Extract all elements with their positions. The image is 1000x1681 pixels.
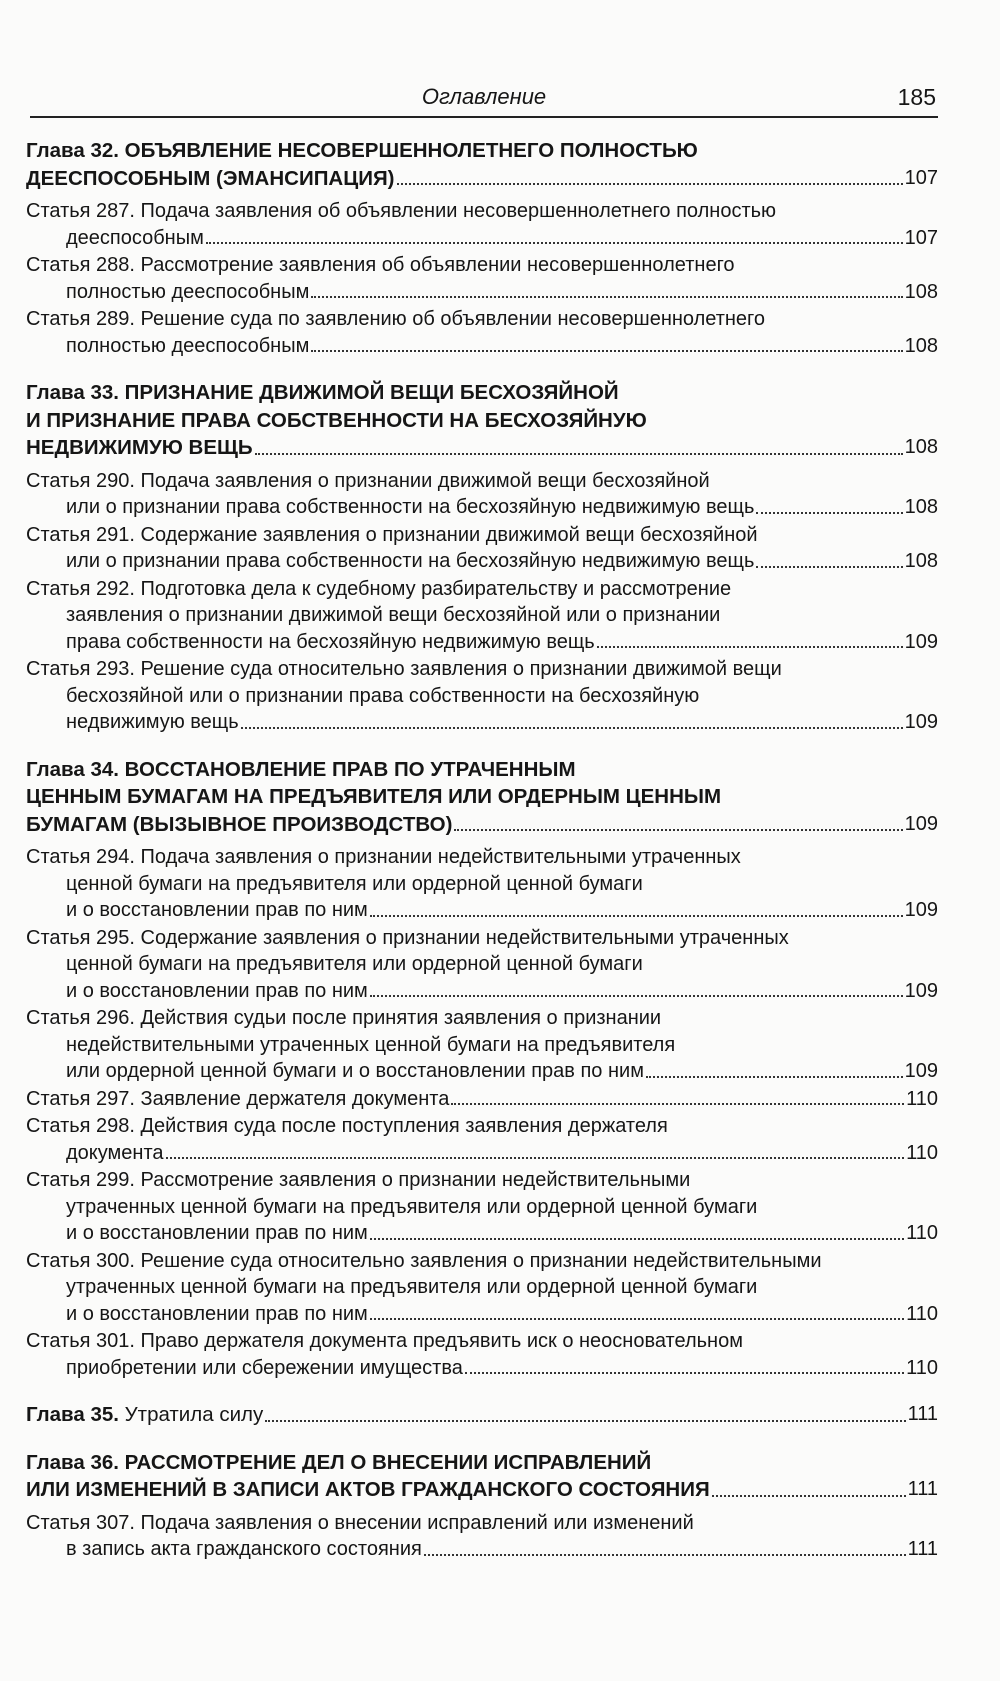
article-text: заявления о признании движимой вещи бесхозяйной или о признании bbox=[66, 604, 721, 626]
chapter-line bbox=[26, 811, 938, 839]
article-text: Статья 295. Содержание заявления о признании недействительными утраченных bbox=[26, 926, 789, 949]
article-text: Статья 288. Рассмотрение заявления об объявлении несовершеннолетнего bbox=[26, 254, 735, 276]
article-text: Статья 299. Рассмотрение заявления о признании недействительными bbox=[26, 1169, 691, 1191]
article-line bbox=[26, 1220, 938, 1247]
article-entry bbox=[26, 844, 938, 924]
chapter-line bbox=[26, 137, 938, 165]
article-entry bbox=[26, 1005, 938, 1085]
dot-leader bbox=[424, 1554, 906, 1556]
article-line bbox=[26, 925, 938, 952]
article-text: Статья 289. Решение суда по заявлению об объявлении несовершеннолетнего bbox=[26, 308, 766, 330]
article-text: Статья 298. Действия суда после поступления заявления держателя bbox=[26, 1115, 668, 1137]
article-text: ценной бумаги на предъявителя или ордерной ценной бумаги bbox=[66, 872, 643, 895]
article-line bbox=[26, 602, 938, 629]
article-line bbox=[26, 1005, 938, 1032]
article-text: Статья 300. Решение суда относительно заявления о признании недействительными bbox=[26, 1249, 822, 1272]
article-line bbox=[26, 1274, 938, 1301]
chapter-title: Утратила силу bbox=[124, 1403, 264, 1426]
chapter-title: БУМАГАМ (ВЫЗЫВНОЕ ПРОИЗВОДСТВО) bbox=[26, 812, 453, 836]
chapter-page: 107 bbox=[904, 166, 938, 189]
chapter-heading bbox=[26, 756, 938, 839]
article-line bbox=[26, 494, 938, 521]
chapter-page: 111 bbox=[907, 1403, 938, 1425]
article-line bbox=[26, 1032, 938, 1059]
article-text: Статья 301. Право держателя документа предъявить иск о неосновательном bbox=[26, 1330, 743, 1352]
chapter-title: НЕДВИЖИМУЮ ВЕЩЬ bbox=[26, 436, 253, 459]
chapter-number: Глава 36. bbox=[26, 1450, 119, 1474]
dot-leader bbox=[241, 727, 903, 729]
article-text: недействительными утраченных ценной бумаги на предъявителя bbox=[66, 1033, 676, 1056]
article-entry bbox=[26, 1113, 938, 1166]
article-line bbox=[26, 1140, 938, 1167]
dot-leader bbox=[255, 453, 903, 455]
dot-leader bbox=[646, 1076, 903, 1078]
chapter-title: ДЕЕСПОСОБНЫМ (ЭМАНСИПАЦИЯ) bbox=[26, 166, 395, 190]
dot-leader bbox=[311, 296, 902, 298]
dot-leader bbox=[756, 512, 902, 514]
chapter-title: ВОССТАНОВЛЕНИЕ ПРАВ ПО УТРАЧЕННЫМ bbox=[124, 757, 576, 781]
article-text: полностью дееспособным bbox=[66, 334, 310, 357]
running-title: Оглавление bbox=[421, 84, 547, 109]
dot-leader bbox=[597, 646, 903, 648]
article-line bbox=[26, 576, 938, 603]
article-line bbox=[26, 1510, 938, 1537]
article-text: Статья 292. Подготовка дела к судебному разбирательству и рассмотрение bbox=[26, 577, 732, 600]
article-entry bbox=[26, 656, 938, 736]
article-page: 110 bbox=[906, 1141, 938, 1164]
chapter-title: ЦЕННЫМ БУМАГАМ НА ПРЕДЪЯВИТЕЛЯ ИЛИ ОРДЕРНЫМ ЦЕННЫМ bbox=[26, 785, 722, 808]
article-line bbox=[26, 951, 938, 978]
chapter-title: РАССМОТРЕНИЕ ДЕЛ О ВНЕСЕНИИ ИСПРАВЛЕНИЙ bbox=[124, 1450, 652, 1474]
chapter-line bbox=[26, 434, 938, 462]
article-page: 110 bbox=[906, 1356, 938, 1379]
chapter-title: ИЛИ ИЗМЕНЕНИЙ В ЗАПИСИ АКТОВ ГРАЖДАНСКОГО СОСТОЯНИЯ bbox=[26, 1478, 710, 1501]
article-entry bbox=[26, 198, 938, 251]
chapter-line bbox=[26, 407, 938, 435]
article-entry bbox=[26, 1248, 938, 1328]
article-text: Статья 307. Подача заявления о внесении исправлений или изменений bbox=[26, 1511, 694, 1534]
article-line bbox=[26, 225, 938, 252]
article-page: 107 bbox=[904, 226, 938, 249]
chapter-line bbox=[26, 379, 938, 407]
article-text: Статья 296. Действия судьи после принятия заявления о признании bbox=[26, 1007, 662, 1029]
article-line bbox=[26, 871, 938, 898]
chapter-line bbox=[26, 1476, 938, 1504]
article-line bbox=[26, 897, 938, 924]
chapter-line bbox=[26, 756, 938, 784]
dot-leader bbox=[397, 183, 903, 185]
dot-leader bbox=[451, 1103, 904, 1105]
article-line bbox=[26, 252, 938, 279]
chapter-title: И ПРИЗНАНИЕ ПРАВА СОБСТВЕННОСТИ НА БЕСХОЗЯЙНУЮ bbox=[26, 408, 647, 432]
article-entry bbox=[26, 306, 938, 359]
dot-leader bbox=[370, 1318, 904, 1320]
article-text: или о признании права собственности на бесхозяйную недвижимую вещь bbox=[66, 550, 755, 572]
chapter-number: Глава 35. bbox=[26, 1403, 119, 1426]
article-text: бесхозяйной или о признании права собственности на бесхозяйную bbox=[66, 684, 700, 707]
article-page: 108 bbox=[904, 496, 938, 518]
article-line bbox=[26, 629, 938, 656]
article-text: или ордерной ценной бумаги и о восстановлении прав по ним bbox=[66, 1060, 644, 1082]
chapter-number: Глава 32. bbox=[26, 139, 119, 162]
article-entry bbox=[26, 925, 938, 1005]
article-page: 108 bbox=[904, 334, 938, 357]
chapter-number: Глава 34. bbox=[26, 757, 119, 781]
article-page: 109 bbox=[904, 1060, 938, 1082]
article-entry bbox=[26, 1328, 938, 1381]
article-text: и о восстановлении прав по ним bbox=[66, 899, 368, 921]
article-line bbox=[26, 844, 938, 871]
article-entry bbox=[26, 252, 938, 305]
article-line bbox=[26, 709, 938, 736]
chapter-line bbox=[26, 1401, 938, 1429]
article-text: Статья 293. Решение суда относительно заявления о признании движимой вещи bbox=[26, 658, 782, 680]
dot-leader bbox=[712, 1495, 906, 1497]
article-page: 108 bbox=[904, 550, 938, 572]
article-text: Статья 290. Подача заявления о признании движимой вещи бесхозяйной bbox=[26, 469, 710, 492]
dot-leader bbox=[756, 566, 902, 568]
article-line bbox=[26, 1536, 938, 1563]
article-entry bbox=[26, 1167, 938, 1247]
chapter-heading bbox=[26, 1449, 938, 1504]
dot-leader bbox=[265, 1420, 905, 1422]
article-line bbox=[26, 279, 938, 306]
table-of-contents bbox=[26, 137, 938, 1564]
chapter-line bbox=[26, 165, 938, 193]
article-text: Статья 291. Содержание заявления о признании движимой вещи бесхозяйной bbox=[26, 523, 758, 546]
article-text: Статья 294. Подача заявления о признании недействительными утраченных bbox=[26, 846, 741, 868]
article-entry bbox=[26, 1510, 938, 1563]
article-text: и о восстановлении прав по ним bbox=[66, 1302, 368, 1325]
chapter-line bbox=[26, 1449, 938, 1477]
article-line bbox=[26, 1194, 938, 1221]
chapter-page: 111 bbox=[907, 1478, 938, 1500]
article-text: документа bbox=[66, 1141, 164, 1164]
chapter-heading bbox=[26, 137, 938, 192]
article-line bbox=[26, 978, 938, 1005]
chapter-page: 109 bbox=[904, 812, 938, 835]
chapter-page: 108 bbox=[904, 436, 938, 458]
dot-leader bbox=[370, 995, 903, 997]
article-text: недвижимую вещь bbox=[66, 711, 239, 733]
article-line bbox=[26, 306, 938, 333]
article-line bbox=[26, 1167, 938, 1194]
article-page: 109 bbox=[904, 711, 938, 733]
dot-leader bbox=[206, 242, 903, 244]
article-entry bbox=[26, 522, 938, 575]
chapter-heading bbox=[26, 379, 938, 462]
article-text: утраченных ценной бумаги на предъявителя или ордерной ценной бумаги bbox=[66, 1195, 758, 1218]
article-line bbox=[26, 1355, 938, 1382]
article-page: 109 bbox=[904, 899, 938, 921]
article-text: и о восстановлении прав по ним bbox=[66, 1222, 368, 1244]
article-page: 110 bbox=[906, 1302, 938, 1325]
article-entry bbox=[26, 576, 938, 656]
article-line bbox=[26, 1248, 938, 1275]
chapter-heading bbox=[26, 1401, 938, 1429]
dot-leader bbox=[370, 1238, 904, 1240]
article-text: ценной бумаги на предъявителя или ордерной ценной бумаги bbox=[66, 953, 643, 975]
page-header bbox=[30, 80, 938, 118]
article-text: приобретении или сбережении имущества bbox=[66, 1356, 463, 1379]
chapter-line bbox=[26, 783, 938, 811]
article-line bbox=[26, 548, 938, 575]
dot-leader bbox=[370, 915, 903, 917]
dot-leader bbox=[454, 829, 902, 831]
article-text: полностью дееспособным bbox=[66, 280, 310, 303]
article-line bbox=[26, 656, 938, 683]
dot-leader bbox=[166, 1157, 905, 1159]
article-line bbox=[26, 1058, 938, 1085]
article-page: 111 bbox=[907, 1538, 938, 1560]
dot-leader bbox=[311, 350, 902, 352]
article-page: 110 bbox=[906, 1222, 938, 1244]
article-page: 109 bbox=[904, 630, 938, 653]
article-text: и о восстановлении прав по ним bbox=[66, 979, 368, 1002]
article-page: 109 bbox=[904, 979, 938, 1002]
article-entry bbox=[26, 468, 938, 521]
article-line bbox=[26, 1301, 938, 1328]
article-page: 110 bbox=[906, 1087, 938, 1110]
chapter-title: ПРИЗНАНИЕ ДВИЖИМОЙ ВЕЩИ БЕСХОЗЯЙНОЙ bbox=[124, 381, 619, 404]
article-line bbox=[26, 522, 938, 549]
article-line bbox=[26, 1113, 938, 1140]
chapter-number: Глава 33. bbox=[26, 381, 119, 404]
article-text: Статья 297. Заявление держателя документа bbox=[26, 1087, 450, 1110]
article-line bbox=[26, 333, 938, 360]
article-line bbox=[26, 468, 938, 495]
chapter-title: ОБЪЯВЛЕНИЕ НЕСОВЕРШЕННОЛЕТНЕГО ПОЛНОСТЬЮ bbox=[124, 139, 698, 162]
page-number: 185 bbox=[897, 84, 936, 110]
article-text: Статья 287. Подача заявления об объявлении несовершеннолетнего полностью bbox=[26, 200, 777, 222]
article-line bbox=[26, 198, 938, 225]
article-text: утраченных ценной бумаги на предъявителя или ордерной ценной бумаги bbox=[66, 1276, 758, 1298]
article-page: 108 bbox=[904, 280, 938, 303]
article-text: в запись акта гражданского состояния bbox=[66, 1538, 422, 1560]
article-text: или о признании права собственности на бесхозяйную недвижимую вещь bbox=[66, 496, 755, 518]
article-text: дееспособным bbox=[66, 226, 204, 249]
article-text: права собственности на бесхозяйную недвижимую вещь bbox=[66, 630, 595, 653]
dot-leader bbox=[465, 1372, 904, 1374]
article-line bbox=[26, 1328, 938, 1355]
article-entry bbox=[26, 1086, 938, 1113]
article-line bbox=[26, 683, 938, 710]
article-line bbox=[26, 1086, 938, 1113]
